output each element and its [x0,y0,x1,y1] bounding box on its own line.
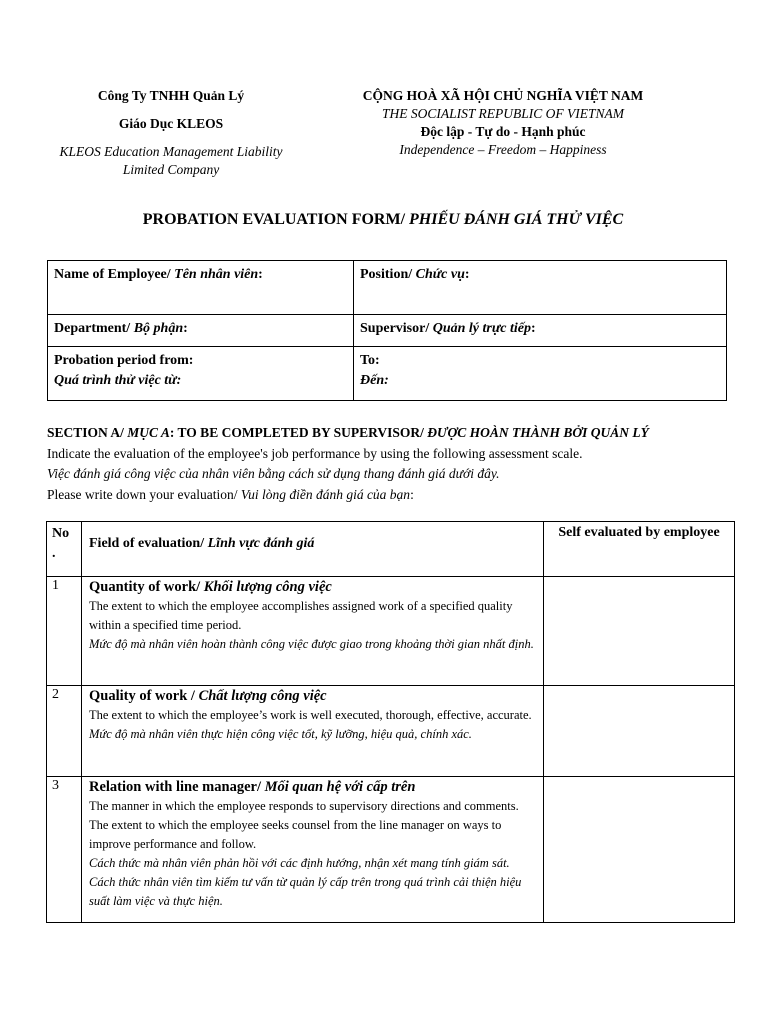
supervisor-label-en: Supervisor/ [360,321,433,336]
field-title-en: Quality of work / [89,688,199,704]
employee-name-cell[interactable] [48,261,354,315]
write-evaluation-en: Please write down your evaluation/ [47,486,241,502]
position-cell[interactable] [354,261,727,315]
row-number: 3 [47,777,82,923]
company-name-line2: Giáo Dục KLEOS [118,116,224,131]
table-header-row [47,522,735,577]
colon: : [530,321,536,336]
section-a-heading-vn1: MỤC A [127,425,170,440]
field-title-vn: Mối quan hệ với cấp trên [264,779,416,795]
department-cell[interactable] [48,315,354,347]
form-title [0,211,766,229]
field-title [89,777,536,797]
column-header-no: No . [47,522,82,577]
field-title [89,577,536,597]
field-description-en: The extent to which the employee’s work is well executed, thorough, effective, accurate. [89,708,532,722]
table-row [47,686,735,777]
probation-from-label-vn: Quá trình thử việc từ: [54,373,182,388]
field-description-vn: Mức độ mà nhân viên hoàn thành công việc được giao trong khoảng thời gian nhất định. [89,637,534,651]
self-evaluation-cell[interactable] [544,777,735,923]
write-evaluation-vn: Vui lòng điền đánh giá của bạn [240,486,411,502]
column-header-field-en: Field of evaluation/ [89,536,208,551]
colon: : [410,486,414,502]
evaluation-field [82,777,544,923]
form-title-en: PROBATION EVALUATION FORM/ [142,211,410,228]
republic-block [330,87,676,159]
motto-vn: Độc lập - Tự do - Hạnh phúc [420,124,586,139]
company-block [40,87,302,179]
probation-to-label-en: To: [360,353,380,368]
field-title [89,686,536,706]
row-number: 1 [47,577,82,686]
form-title-vn: PHIẾU ĐÁNH GIÁ THỬ VIỆC [409,211,624,228]
section-a [47,423,737,505]
field-title-vn: Chất lượng công việc [198,688,327,704]
column-header-self-evaluated: Self evaluated by employee [544,522,735,577]
colon: : [183,321,188,336]
probation-from-label-en: Probation period from: [54,353,194,368]
republic-en: THE SOCIALIST REPUBLIC OF VIETNAM [382,106,624,121]
row-number: 2 [47,686,82,777]
field-description-vn: Cách thức mà nhân viên phản hồi với các định hướng, nhận xét mang tính giám sát. Cách thức nhân viên tìm kiếm tư vấn từ quản lý cấp trên trong quá trình cải thiện hiệu suất làm việc và thực hiện. [89,856,522,908]
company-name-en: KLEOS Education Management Liability Limited Company [59,144,283,177]
write-evaluation-line [47,485,737,506]
department-label-vn: Bộ phận [133,321,184,336]
colon: : [464,267,470,282]
field-description-vn: Mức độ mà nhân viên thực hiện công việc tốt, kỹ lưỡng, hiệu quả, chính xác. [89,727,472,741]
evaluation-field [82,686,544,777]
evaluation-table [46,521,735,923]
self-evaluation-cell[interactable] [544,686,735,777]
supervisor-cell[interactable] [354,315,727,347]
instruction-vn: Việc đánh giá công việc của nhân viên bằng cách sử dụng thang đánh giá dưới đây. [47,466,500,481]
supervisor-label-vn: Quản lý trực tiếp [432,321,531,336]
section-a-heading-vn2: ĐƯỢC HOÀN THÀNH BỞI QUẢN LÝ [427,425,649,440]
self-evaluation-cell[interactable] [544,577,735,686]
field-description-en: The manner in which the employee responds to supervisory directions and comments. The extent to which the employee seeks counsel from the line manager on ways to improve performance and follow. [89,799,519,851]
instruction-en: Indicate the evaluation of the employee's job performance by using the following assessment scale. [47,445,583,461]
company-name-line1: Công Ty TNHH Quản Lý [97,88,245,103]
republic-vn: CỘNG HOÀ XÃ HỘI CHỦ NGHĨA VIỆT NAM [362,88,644,103]
field-title-vn: Khối lượng công việc [203,579,332,595]
table-row [47,577,735,686]
evaluation-field [82,577,544,686]
employee-name-label-en: Name of Employee/ [54,267,175,282]
column-header-field-vn: Lĩnh vực đánh giá [207,536,315,551]
employee-name-label-vn: Tên nhân viên [174,267,259,282]
employee-info-table [47,260,727,401]
section-a-heading [47,423,737,444]
field-title-en: Relation with line manager/ [89,779,265,795]
probation-from-cell[interactable] [48,347,354,401]
table-row [47,777,735,923]
field-title-en: Quantity of work/ [89,579,204,595]
probation-to-label-vn: Đến: [360,373,389,388]
column-header-field [82,522,544,577]
field-description-en: The extent to which the employee accomplishes assigned work of a specified quality within a specified time period. [89,599,513,632]
motto-en: Independence – Freedom – Happiness [399,142,607,157]
probation-to-cell[interactable] [354,347,727,401]
colon: : [258,267,263,282]
position-label-vn: Chức vụ [415,267,465,282]
section-a-heading-en1: SECTION A/ [47,425,128,440]
section-a-heading-en2: : TO BE COMPLETED BY SUPERVISOR/ [169,425,428,440]
position-label-en: Position/ [360,267,416,282]
department-label-en: Department/ [54,321,134,336]
